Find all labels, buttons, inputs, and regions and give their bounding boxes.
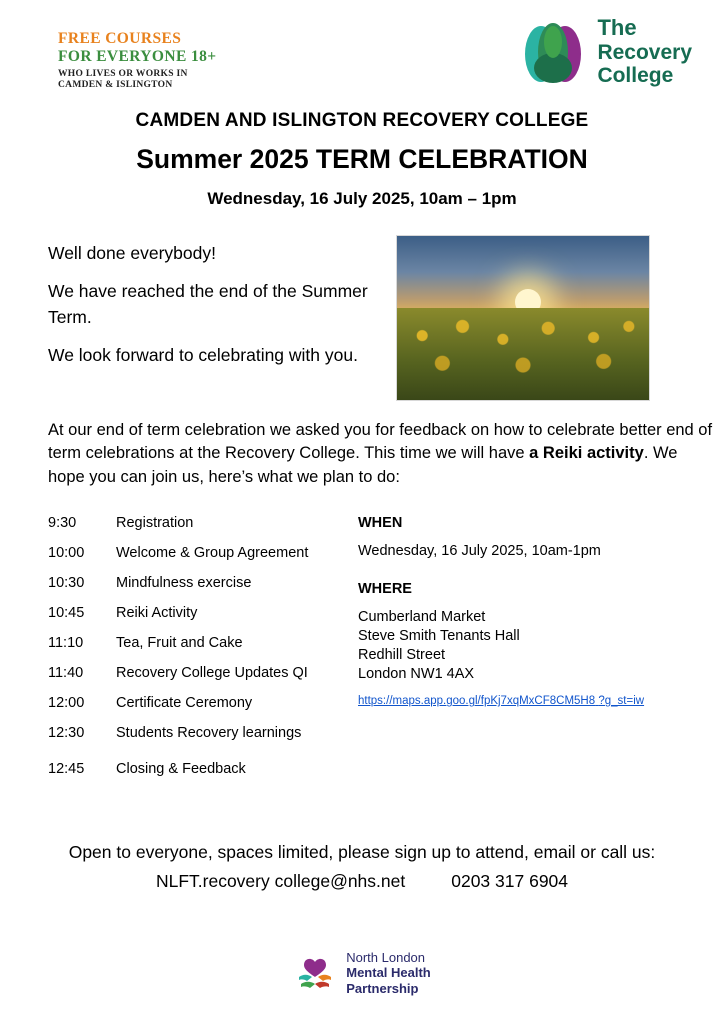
sunflower-field-photo — [396, 235, 650, 401]
title-block — [0, 110, 724, 209]
recovery-college-leaf-icon — [517, 16, 589, 88]
map-link[interactable] — [358, 695, 644, 707]
partnership-line-1: North London — [346, 950, 426, 966]
schedule-label: Welcome & Group Agreement — [116, 545, 309, 562]
where-line: Cumberland Market — [358, 609, 486, 626]
cta-line: Open to everyone, spaces limited, please sign up to attend, email or call us: — [68, 842, 656, 863]
schedule-label: Closing & Feedback — [116, 761, 246, 778]
logo-text-college: College — [597, 64, 674, 88]
schedule-and-details — [0, 515, 724, 791]
schedule-time: 11:40 — [48, 665, 84, 682]
schedule-time: 10:30 — [48, 575, 85, 592]
free-courses-line-4: CAMDEN & ISLINGTON — [58, 79, 173, 90]
schedule-time: 10:45 — [48, 605, 85, 622]
where-block — [358, 581, 688, 708]
intro-section — [0, 235, 724, 401]
schedule-row — [48, 725, 348, 741]
page-header — [0, 0, 724, 100]
hands-heart-icon — [293, 951, 337, 995]
schedule-row — [48, 665, 348, 681]
free-courses-line-3: WHO LIVES OR WORKS IN — [58, 68, 188, 79]
feedback-paragraph — [48, 419, 714, 489]
north-london-partnership-logo — [0, 950, 724, 996]
feedback-paragraph-part-2: . We hope you can join us, here’s what we plan to do: — [48, 444, 678, 486]
where-line: Redhill Street — [358, 647, 446, 664]
schedule-time: 12:00 — [48, 695, 85, 712]
schedule-row — [48, 545, 348, 561]
where-heading: WHERE — [358, 581, 412, 598]
when-value: Wednesday, 16 July 2025, 10am-1pm — [358, 543, 601, 560]
page-title: Summer 2025 TERM CELEBRATION — [136, 144, 588, 174]
schedule-time: 12:45 — [48, 761, 85, 778]
schedule-row — [48, 605, 348, 621]
when-heading: WHEN — [358, 515, 403, 532]
intro-paragraph-2: We have reached the end of the Summer Term. — [48, 280, 368, 327]
intro-paragraph-1: Well done everybody! — [48, 243, 216, 263]
where-line: Steve Smith Tenants Hall — [358, 628, 520, 645]
schedule-label: Reiki Activity — [116, 605, 198, 622]
where-line: London NW1 4AX — [358, 666, 475, 683]
free-courses-line-1: FREE COURSES — [58, 30, 182, 47]
schedule-label: Mindfulness exercise — [116, 575, 252, 592]
college-name: CAMDEN AND ISLINGTON RECOVERY COLLEGE — [135, 110, 589, 131]
schedule-time: 11:10 — [48, 635, 84, 652]
logo-text-recovery: Recovery — [597, 40, 692, 64]
schedule-row — [48, 695, 348, 711]
schedule-label: Students Recovery learnings — [116, 725, 302, 742]
feedback-paragraph-bold: a Reiki activity — [529, 444, 644, 463]
sunflower-field — [397, 308, 649, 400]
intro-paragraph-3: We look forward to celebrating with you. — [48, 344, 358, 365]
schedule-time: 12:30 — [48, 725, 85, 742]
partnership-line-2: Mental Health — [346, 965, 431, 981]
schedule-time: 10:00 — [48, 545, 85, 562]
partnership-wordmark — [346, 950, 431, 996]
schedule-label: Certificate Ceremony — [116, 695, 253, 712]
schedule-label: Tea, Fruit and Cake — [116, 635, 243, 652]
free-courses-banner — [58, 30, 217, 90]
schedule-row — [48, 635, 348, 651]
partnership-line-3: Partnership — [346, 980, 419, 996]
schedule-row — [48, 761, 348, 777]
event-details — [348, 515, 688, 791]
schedule-label: Registration — [116, 515, 194, 532]
event-date-line: Wednesday, 16 July 2025, 10am – 1pm — [207, 189, 517, 208]
map-link-suffix: ?g_st=iw — [598, 695, 645, 708]
intro-text — [48, 235, 378, 381]
schedule-label: Recovery College Updates QI — [116, 665, 308, 682]
cta-contacts — [0, 868, 724, 894]
schedule-list — [48, 515, 348, 791]
map-link-url: https://maps.app.goo.gl/fpKj7xqMxCF8CM5H8 — [358, 695, 596, 708]
contact-phone[interactable]: 0203 317 6904 — [451, 870, 569, 891]
free-courses-line-2: FOR EVERYONE 18+ — [58, 47, 217, 65]
feedback-paragraph-part-1: At our end of term celebration we asked you for feedback on how to celebrate better end of term celebrations at the Recovery College. This time we will have — [48, 421, 713, 463]
call-to-action — [0, 839, 724, 894]
contact-email[interactable]: NLFT.recovery college@nhs.net — [155, 870, 406, 891]
logo-text-the: The — [597, 15, 637, 41]
recovery-college-wordmark — [597, 16, 692, 88]
when-block — [358, 515, 688, 559]
schedule-row — [48, 515, 348, 531]
schedule-row — [48, 575, 348, 591]
recovery-college-logo — [517, 16, 692, 88]
schedule-time: 9:30 — [48, 515, 77, 532]
